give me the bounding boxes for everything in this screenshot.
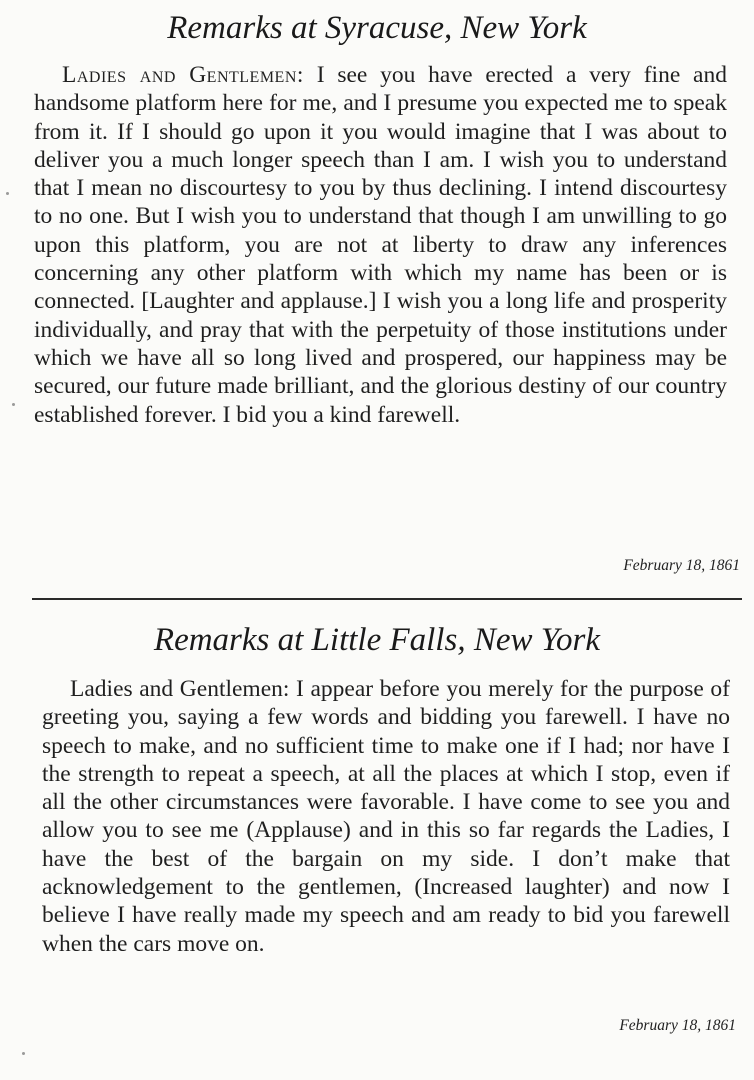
body-text-little-falls: Ladies and Gentlemen: I appear before you merely for the purpose of greeting you, saying a few words and bidding you farewell. I have no speech to make, and no sufficient time to make one if I had; nor have I the strength to repeat a speech, at all the places at which I stop, even if all the other circumstances were favorable. I have come to see you and allow you to see me (Applause) and in this so far regards the Ladies, I have the best of the bargain on my side. I don’t make that acknowledgement to the gentlemen, (Increased laughter) and now I believe I have really made my speech and am ready to bid you farewell when the cars move on. bbox=[42, 676, 730, 957]
section-divider bbox=[32, 598, 742, 600]
section-title-little-falls: Remarks at Little Falls, New York bbox=[153, 622, 601, 658]
section-body-little-falls bbox=[42, 675, 730, 958]
section-body-syracuse bbox=[34, 61, 727, 429]
paper-speck bbox=[12, 403, 15, 406]
section-title-syracuse: Remarks at Syracuse, New York bbox=[167, 10, 587, 46]
salutation: Ladies and Gentlemen: bbox=[62, 62, 304, 88]
paper-speck bbox=[6, 192, 9, 195]
date-syracuse: February 18, 1861 bbox=[623, 557, 740, 574]
body-text-syracuse: I see you have erected a very fine and handsome platform here for me, and I presume you expected me to speak from it. If I should go upon it you would imagine that I was about to deliver you a much longer speech than I am. I wish you to understand that I mean no discourtesy to you by thus declining. I intend discourtesy to no one. But I wish you to understand that though I am unwilling to go upon this platform, you are not at liberty to draw any inferences concerning any other platform with which my name has been or is connected. [Laughter and applause.] I wish you a long life and prosperity individually, and pray that with the perpetuity of those institutions under which we have all so long lived and prospered, our happiness may be secured, our future made brilliant, and the glorious destiny of our country established forever. I bid you a kind farewell. bbox=[34, 62, 727, 428]
paper-speck bbox=[22, 1052, 25, 1055]
date-little-falls: February 18, 1861 bbox=[619, 1017, 736, 1034]
